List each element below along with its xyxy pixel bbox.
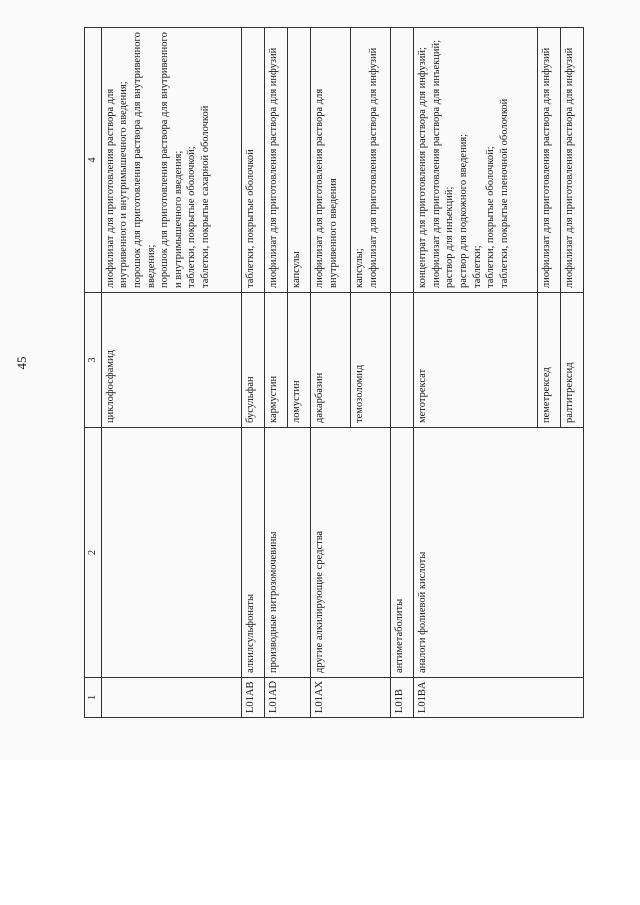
- table-row: [311, 28, 351, 718]
- group-name-cell: [101, 428, 242, 678]
- dosage-form-line: капсулы;: [354, 248, 366, 288]
- dosage-form-line: лиофилизат для приготовления раствора для инфузий: [367, 47, 379, 288]
- table-row: [242, 28, 265, 718]
- dosage-form-line: раствор для инъекций;: [444, 186, 456, 288]
- dosage-form-line: таблетки, покрытые пленочной оболочкой: [498, 98, 510, 288]
- header-row: [85, 28, 102, 718]
- drug-name-cell: пеметрексед: [537, 293, 560, 428]
- dosage-form-line: лиофилизат для приготовления раствора для внутривенного и внутримышечного введения;: [104, 81, 130, 288]
- dosage-form-line: порошок для приготовления раствора для внутривенного введения;: [131, 32, 157, 288]
- dosage-form-line: лиофилизат для приготовления раствора для внутривенного введения: [314, 88, 340, 288]
- drug-name-cell: ломустин: [288, 293, 311, 428]
- group-name-cell: антиметаболиты: [391, 428, 414, 678]
- dosage-form-line: раствор для подкожного введения;: [457, 133, 469, 288]
- dosage-form-line: лиофилизат для приготовления раствора для инъекций;: [430, 39, 442, 288]
- atc-code-cell: L01BA: [413, 678, 583, 718]
- table-body: [101, 28, 583, 718]
- dosage-form-line: концентрат для приготовления раствора для инфузий;: [416, 47, 428, 288]
- dosage-form-line: таблетки, покрытые оболочкой;: [186, 146, 198, 288]
- atc-code-cell: L01B: [391, 678, 414, 718]
- dosage-forms-cell: [311, 28, 351, 293]
- drug-name-cell: ралтитрексид: [560, 293, 583, 428]
- dosage-forms-cell: [288, 28, 311, 293]
- dosage-form-line: лиофилизат для приготовления раствора для инфузий: [563, 47, 575, 288]
- dosage-forms-cell: [560, 28, 583, 293]
- header-cell-3: 3: [85, 293, 102, 428]
- rotated-table-container: [84, 28, 584, 718]
- dosage-forms-cell: [101, 28, 242, 293]
- dosage-forms-cell: [351, 28, 391, 293]
- table-row: [101, 28, 242, 718]
- group-name-cell: аналоги фолиевой кислоты: [413, 428, 583, 678]
- drug-name-cell: циклофосфамид: [101, 293, 242, 428]
- dosage-form-line: таблетки, покрытые сахарной оболочкой: [200, 105, 212, 288]
- dosage-forms-cell: [413, 28, 537, 293]
- atc-code-cell: L01AD: [265, 678, 311, 718]
- dosage-form-line: лиофилизат для приготовления раствора для инфузий: [268, 47, 280, 288]
- dosage-forms-cell: [242, 28, 265, 293]
- dosage-forms-cell: [391, 28, 414, 293]
- drug-name-cell: темозоломид: [351, 293, 391, 428]
- dosage-form-line: таблетки, покрытые оболочкой: [245, 149, 257, 288]
- group-name-cell: алкилсульфонаты: [242, 428, 265, 678]
- dosage-form-line: лиофилизат для приготовления раствора для инфузий: [540, 47, 552, 288]
- dosage-form-line: таблетки, покрытые оболочкой;: [485, 146, 497, 288]
- dosage-forms-cell: [537, 28, 560, 293]
- atc-code-cell: [101, 678, 242, 718]
- dosage-form-line: капсулы: [291, 251, 303, 288]
- drug-name-cell: кармустин: [265, 293, 288, 428]
- header-cell-1: 1: [85, 678, 102, 718]
- group-name-cell: другие алкилирующие средства: [311, 428, 391, 678]
- group-name-cell: производные нитрозомочевины: [265, 428, 311, 678]
- header-cell-4: 4: [85, 28, 102, 293]
- atc-code-cell: L01AB: [242, 678, 265, 718]
- drug-table: [84, 27, 584, 718]
- atc-code-cell: L01AX: [311, 678, 391, 718]
- table-row: [265, 28, 288, 718]
- dosage-forms-cell: [265, 28, 288, 293]
- drug-name-cell: метотрексат: [413, 293, 537, 428]
- page-number: 45: [14, 356, 29, 370]
- drug-name-cell: дакарбазин: [311, 293, 351, 428]
- drug-name-cell: бусульфан: [242, 293, 265, 428]
- drug-name-cell: [391, 293, 414, 428]
- header-cell-2: 2: [85, 428, 102, 678]
- dosage-form-line: таблетки;: [471, 245, 483, 288]
- table-row: [413, 28, 537, 718]
- table-row: [391, 28, 414, 718]
- dosage-form-line: порошок для приготовления раствора для внутривенного и внутримышечного введения;: [159, 32, 184, 288]
